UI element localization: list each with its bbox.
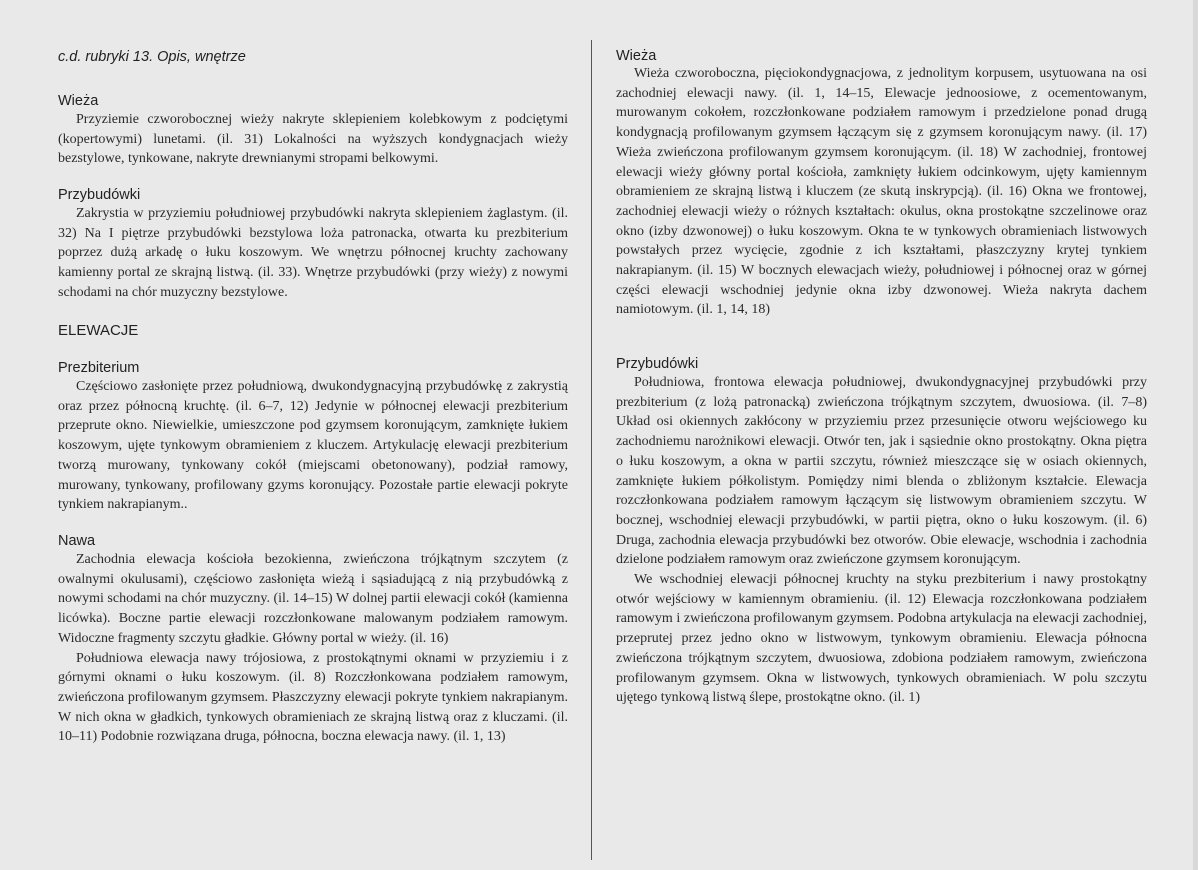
text-przybudowki-right-2: We wschodniej elewacji północnej kruchty na styku prezbiterium i nawy prostokątny otwór wejściowy w kamiennym obramieniu. (il. 12) Elewacja rozczłonkowana podziałem ramowym i zwieńczona profilowanym gzymsem. Podobna artykulacja na elewacji zachodniej, przeprutej przez jedno okno w listwowym, tynkowym obramieniu. Elewacja północna zwieńczona trójkątnym szczytem, dwuosiowa, zdobiona podziałem ramowym, zwieńczona profilowanym gzymsem. Okna w listwowych, tynkowych obramieniach. W polu szczytu ujętego tynkową listwą ślepe, prostokątne okno. (il. 1) xyxy=(616,572,1147,706)
heading-elewacje: ELEWACJE xyxy=(58,322,139,339)
text-przybudowki: Zakrystia w przyziemiu południowej przybudówki nakryta sklepieniem żaglastym. (il. 32) Na I piętrze przybudówki bezstylowa loża patronacka, otwarta ku prezbiterium poprzez dużą arkadę o łuku koszowym. We wnętrzu północnej kruchty zachowany kamienny portal ze skrajną listwą. (il. 33). Wnętrze przybudówki (przy wieży) z nowymi schodami na chór muzyczny bezstylowe. xyxy=(58,206,568,300)
heading-wieza: Wieża xyxy=(58,93,99,109)
section-nawa xyxy=(58,533,568,747)
text-wieza: Przyziemie czworobocznej wieży nakryte sklepieniem kolebkowym z podciętymi (kopertowymi) lunetami. (il. 31) Lokalności na wyższych kondygnacjach wieży bezstylowe, tynkowane, nakryte drewnianymi stropami belkowymi. xyxy=(58,112,568,167)
heading-wieza-right: Wieża xyxy=(616,48,657,64)
text-przybudowki-right-1: Południowa, frontowa elewacja południowej, dwukondygnacyjnej przybudówki przy prezbiterium (z lożą patronacką) zwieńczona trójkątnym szczytem, dwuosiowa. (il. 7–8) Układ osi okiennych zakłócony w przyziemiu przez przesunięcie otworu wejściowego ku zachodniemu narożnikowi elewacji. Otwór ten, jak i sąsiednie okno prostokątny. Okna piętra o łuku koszowym, a okna w partii szczytu, również mieszczące się w osiach okiennych, zamknięte łukiem półkolistym. Pomiędzy nimi blenda o zbliżonym kształcie. Elewacja rozczłonkowana podziałem ramowym łączącym się listwowym obramieniem szczytu. W bocznej, wschodniej elewacji przybudówki, w partii piętra, okno o łuku koszowym. (il. 6) Druga, zachodnia elewacja przybudówki bez otworów. Obie elewacje, wschodnia i zachodnia dzielone podziałem ramowym oraz zwieńczone gzymsem koronującym. xyxy=(616,375,1147,568)
section-wieza xyxy=(58,93,568,169)
heading-przybudowki-right: Przybudówki xyxy=(616,356,699,372)
text-wieza-right: Wieża czworoboczna, pięciokondygnacjowa, z jednolitym korpusem, usytuowana na osi zachodniej elewacji nawy. (il. 1, 14–15, Elewacje jednoosiowe, z ocementowanym, murowanym cokołem, rozczłonkowane podziałem ramowym i przedzielone ponad drugą kondygnacją profilowanym gzymsem łączącym się z gzymsem koronującym nawy. (il. 17) Wieża zwieńczona profilowanym gzymsem koronującym. (il. 18) W zachodniej, frontowej elewacji wieży główny portal kościoła, zamknięty łukiem odcinkowym, ujęty kamiennym obramieniem ze skrajną listwą i kluczem (ze skutą inskrypcją). (il. 16) Okna we frontowej, zachodniej elewacji wieży o różnych kształtach: okulus, okna prostokątne szczelinowe oraz okno (izby dzwonowej) o łuku koszowym. Okna te w tynkowych obramieniach listwowych powstałych przez wycięcie, zgodnie z ich kształtami, płaszczyzny krytej tynkiem nakrapianym. (il. 15) W bocznych elewacjach wieży, południowej i północnej oraz w górnej części elewacji wschodniej jedynie okna izby dzwonowej. Wieża nakryta dachem namiotowym. (il. 1, 14, 18) xyxy=(616,66,1147,318)
section-prezbiterium xyxy=(58,360,568,515)
section-header xyxy=(58,48,568,68)
column-divider xyxy=(591,40,592,860)
section-przybudowki-right xyxy=(616,356,1147,708)
text-prezbiterium: Częściowo zasłonięte przez południową, dwukondygnacyjną przybudówkę z zakrystią oraz przez północną kruchtę. (il. 6–7, 12) Jedynie w północnej elewacji prezbiterium przeprute okno. Niewielkie, umieszczone pod gzymsem koronującym, zamknięte łukiem koszowym, ujęte tynkowym obramieniem z kluczem. Artykulację elewacji prezbiterium tworzą murowany, tynkowany cokół (miejscami obetonowany), podział ramowy, murowany, tynkowany, profilowany gzyms koronujący. Pozostałe partie elewacji pokryte tynkiem nakrapianym.. xyxy=(58,379,568,513)
heading-prezbiterium: Prezbiterium xyxy=(58,360,140,376)
section-wieza-right xyxy=(616,48,1147,320)
section-elewacje xyxy=(58,322,568,339)
page-edge xyxy=(1193,0,1198,870)
text-nawa-2: Południowa elewacja nawy trójosiowa, z prostokątnymi oknami w przyziemiu i z górnymi oknami o łuku koszowym. (il. 8) Rozczłonkowana podziałem ramowym, zwieńczona profilowanym gzymsem. Płaszczyzny elewacji pokryte tynkiem nakrapianym. W nich okna w gładkich, tynkowych obramieniach ze skrajną listwą oraz z kluczami. (il. 10–11) Podobnie rozwiązana druga, północna, boczna elewacja nawy. (il. 1, 13) xyxy=(58,650,568,745)
section-przybudowki xyxy=(58,187,568,303)
heading-nawa: Nawa xyxy=(58,533,96,549)
heading-przybudowki: Przybudówki xyxy=(58,187,141,203)
running-header: c.d. rubryki 13. Opis, wnętrze xyxy=(58,49,246,65)
text-nawa-1: Zachodnia elewacja kościoła bezokienna, zwieńczona trójkątnym szczytem (z owalnymi okulusami), częściowo zasłonięta wieżą i sąsiadującą z nią przybudówką z nowymi schodami na chór muzyczny. (il. 14–15) W dolnej partii elewacji cokół (kamienna licówka). Boczne partie elewacji rozczłonkowane malowanym podziałem ramowym. Widoczne fragmenty szczytu gładkie. Główny portal w wieży. (il. 16) xyxy=(58,552,568,646)
